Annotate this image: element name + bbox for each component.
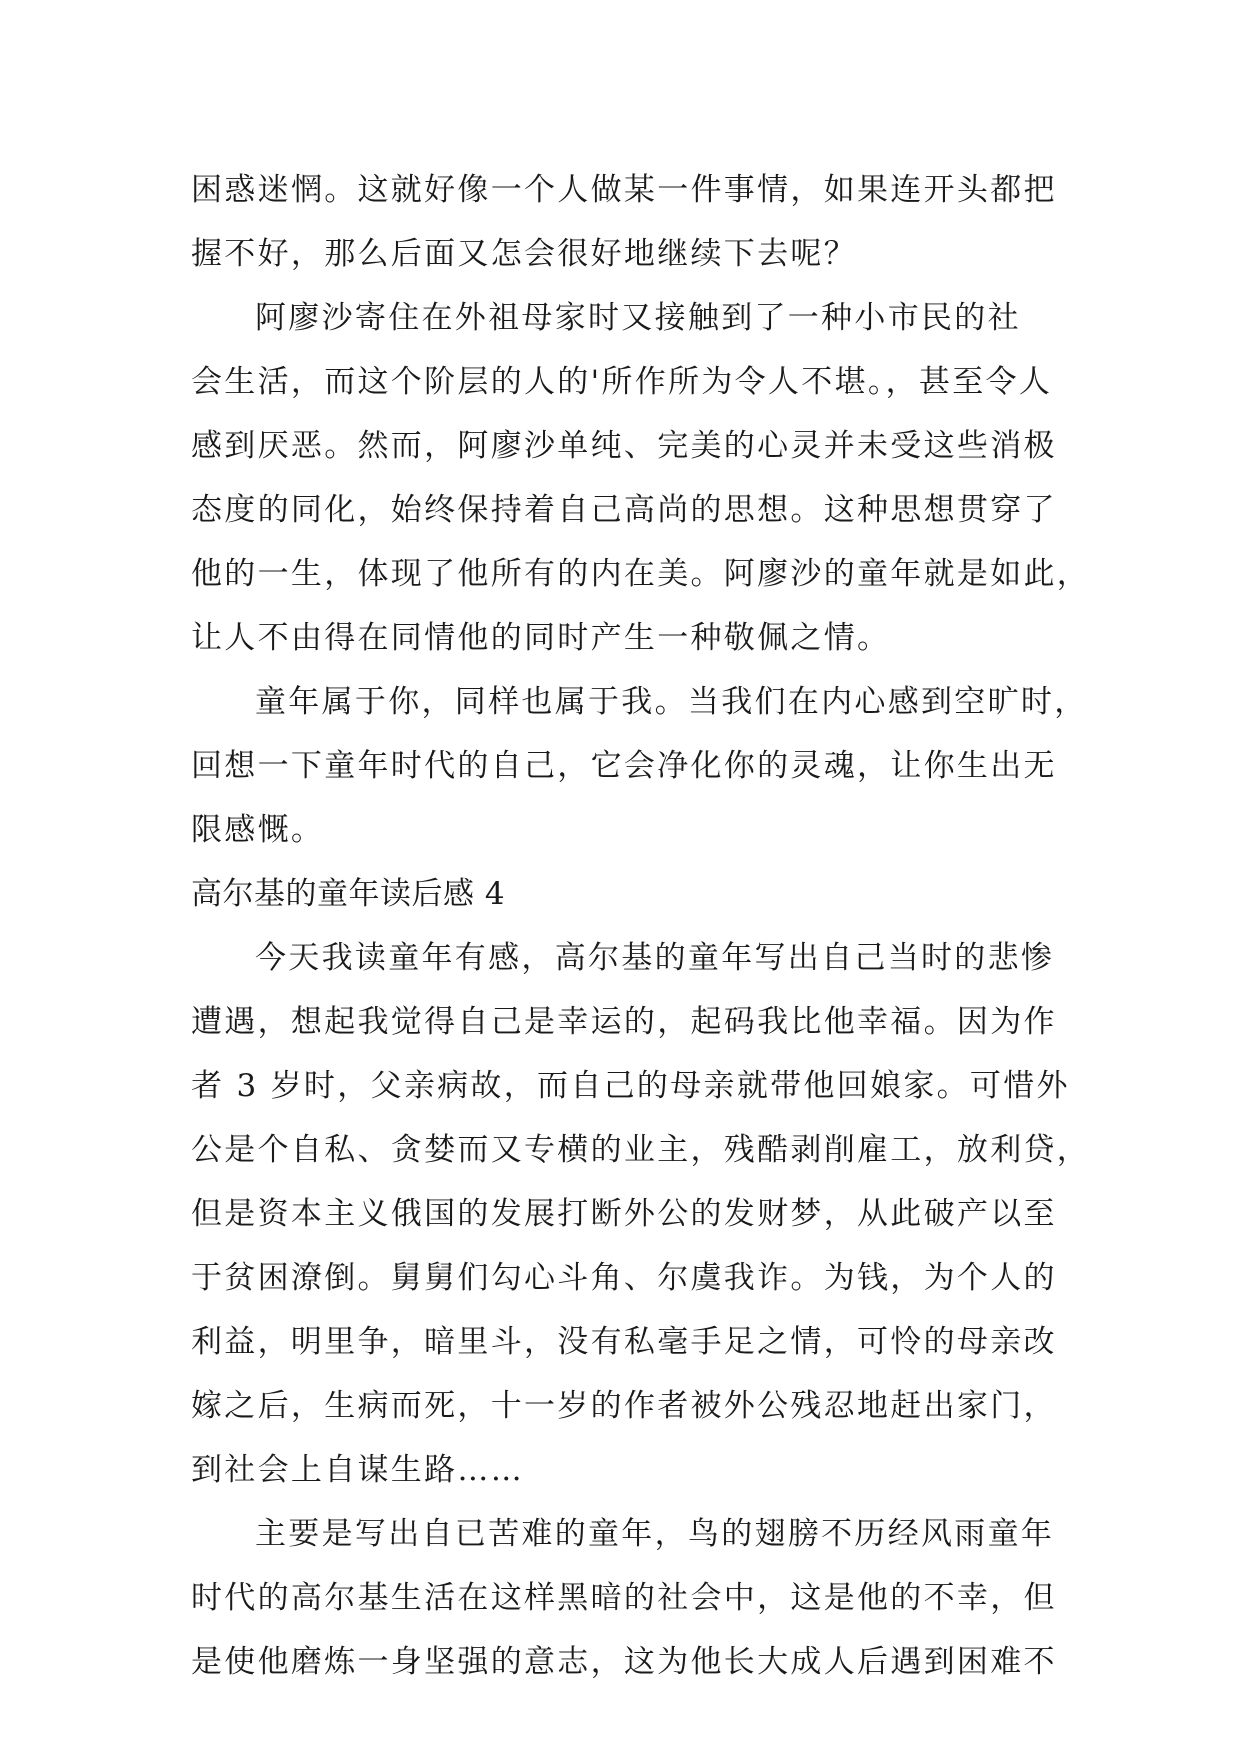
text-line: 困惑迷惘。这就好像一个人做某一件事情，如果连开头都把 <box>191 172 1057 208</box>
document-page <box>191 158 1091 1694</box>
text-line: 态度的同化，始终保持着自己高尚的思想。这种思想贯穿了 <box>191 492 1057 528</box>
text-line: 于贫困潦倒。舅舅们勾心斗角、尔虞我诈。为钱，为个人的 <box>191 1260 1057 1296</box>
text-line: 到社会上自谋生路…… <box>191 1452 524 1488</box>
text-line: 握不好，那么后面又怎会很好地继续下去呢？ <box>191 236 857 272</box>
section-heading: 高尔基的童年读后感 4 <box>191 876 506 912</box>
text-line: 感到厌恶。然而，阿廖沙单纯、完美的心灵并未受这些消极 <box>191 428 1057 464</box>
text-line: 嫁之后，生病而死，十一岁的作者被外公残忍地赶出家门， <box>191 1388 1057 1424</box>
paragraph-start-line: 主要是写出自已苦难的童年，鸟的翅膀不历经风雨童年 <box>255 1516 1055 1552</box>
text-line: 者 3 岁时，父亲病故，而自己的母亲就带他回娘家。可惜外 <box>191 1068 1070 1104</box>
text-line: 公是个自私、贪婪而又专横的业主，残酷剥削雇工，放利贷， <box>191 1132 1091 1168</box>
text-line: 是使他磨炼一身坚强的意志，这为他长大成人后遇到困难不 <box>191 1644 1057 1680</box>
text-line: 但是资本主义俄国的发展打断外公的发财梦，从此破产以至 <box>191 1196 1057 1232</box>
paragraph-start-line: 阿廖沙寄住在外祖母家时又接触到了一种小市民的社 <box>255 300 1021 336</box>
text-line: 会生活，而这个阶层的人的'所作所为令人不堪。，甚至令人 <box>191 364 1053 400</box>
text-line: 限感慨。 <box>191 812 325 848</box>
paragraph-start-line: 童年属于你，同样也属于我。当我们在内心感到空旷时， <box>255 684 1088 720</box>
paragraph-start-line: 今天我读童年有感，高尔基的童年写出自己当时的悲惨 <box>255 940 1055 976</box>
text-line: 让人不由得在同情他的同时产生一种敬佩之情。 <box>191 620 891 656</box>
text-line: 时代的高尔基生活在这样黑暗的社会中，这是他的不幸，但 <box>191 1580 1057 1616</box>
text-line: 回想一下童年时代的自己，它会净化你的灵魂，让你生出无 <box>191 748 1057 784</box>
text-line: 利益，明里争，暗里斗，没有私毫手足之情，可怜的母亲改 <box>191 1324 1057 1360</box>
text-line: 他的一生，体现了他所有的内在美。阿廖沙的童年就是如此， <box>191 556 1091 592</box>
text-line: 遭遇，想起我觉得自己是幸运的，起码我比他幸福。因为作 <box>191 1004 1057 1040</box>
